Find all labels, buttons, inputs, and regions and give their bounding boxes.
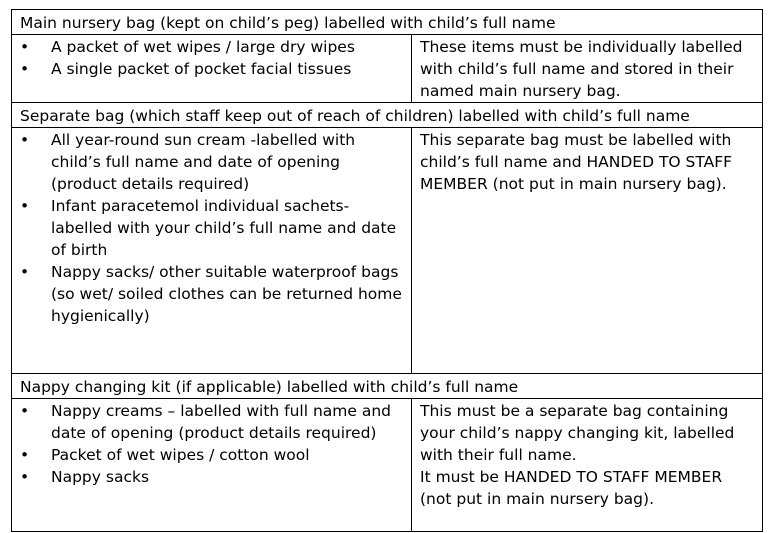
item-list [20, 129, 405, 327]
section-heading-nappy-kit: Nappy changing kit (if applicable) labelled with child’s full name [12, 374, 763, 399]
item-text: Nappy creams – labelled with full name and date of opening (product details required) [51, 402, 392, 442]
note-cell [412, 399, 763, 532]
list-item [20, 129, 405, 195]
list-item [20, 261, 405, 327]
item-text: Nappy sacks [51, 468, 150, 486]
item-text: A single packet of pocket facial tissues [51, 60, 352, 78]
items-cell [12, 128, 412, 374]
section-content-row [12, 128, 763, 374]
note-cell [412, 128, 763, 374]
item-text: A packet of wet wipes / large dry wipes [51, 38, 355, 56]
note-text: It must be HANDED TO STAFF MEMBER (not put in main nursery bag). [420, 468, 723, 508]
list-item [20, 36, 405, 58]
bullet-icon: • [20, 60, 30, 78]
section-heading-row [12, 374, 763, 399]
section-content-row [12, 399, 763, 532]
list-item [20, 444, 405, 466]
item-text: All year-round sun cream -labelled with child’s full name and date of opening (product details required) [51, 131, 356, 193]
item-list [20, 400, 405, 488]
list-item [20, 58, 405, 80]
section-heading-row [12, 10, 763, 35]
item-text: Nappy sacks/ other suitable waterproof bags (so wet/ soiled clothes can be returned home hygienically) [51, 263, 402, 325]
section-heading-row [12, 103, 763, 128]
items-cell [12, 35, 412, 103]
item-list [20, 36, 405, 80]
bullet-icon: • [20, 402, 30, 420]
items-cell [12, 399, 412, 532]
bullet-icon: • [20, 197, 30, 215]
bullet-icon: • [20, 38, 30, 56]
item-text: Packet of wet wipes / cotton wool [51, 446, 310, 464]
note-text: This must be a separate bag containing your child’s nappy changing kit, labelled with their full name. [420, 402, 735, 464]
section-heading-main-bag: Main nursery bag (kept on child’s peg) labelled with child’s full name [12, 10, 763, 35]
bullet-icon: • [20, 468, 30, 486]
bullet-icon: • [20, 131, 30, 149]
list-item [20, 466, 405, 488]
bullet-icon: • [20, 263, 30, 281]
note-text: This separate bag must be labelled with child’s full name and HANDED TO STAFF MEMBER (not put in main nursery bag). [420, 131, 733, 193]
section-heading-separate-bag: Separate bag (which staff keep out of reach of children) labelled with child’s full name [12, 103, 763, 128]
note-cell [412, 35, 763, 103]
section-content-row [12, 35, 763, 103]
nursery-bag-table [11, 9, 763, 532]
list-item [20, 400, 405, 444]
bullet-icon: • [20, 446, 30, 464]
item-text: Infant paracetemol individual sachets- labelled with your child’s full name and date of birth [51, 197, 397, 259]
note-text: These items must be individually labelled with child’s full name and stored in their named main nursery bag. [420, 38, 743, 100]
list-item [20, 195, 405, 261]
